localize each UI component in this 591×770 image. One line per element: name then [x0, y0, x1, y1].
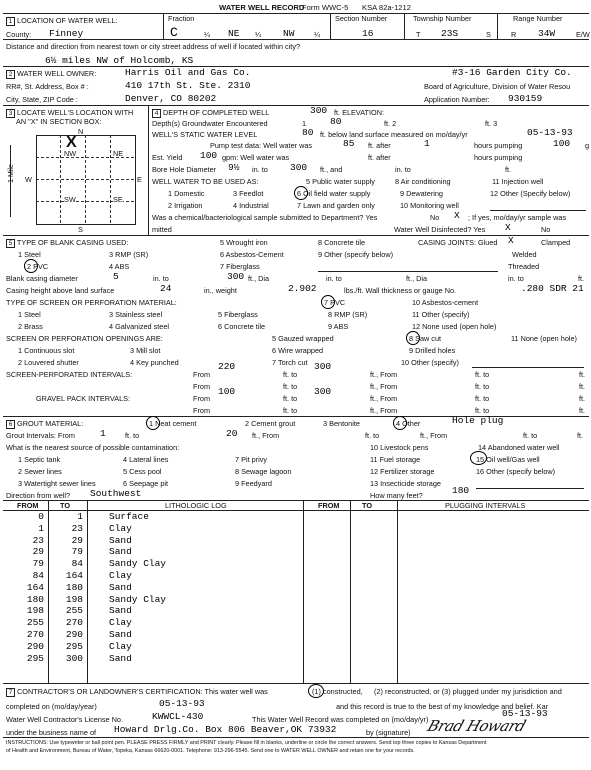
gp-ft-from: ft., From [370, 394, 398, 403]
grout-ft-from: ft., From [252, 431, 280, 440]
log-row [6, 629, 591, 640]
log-from: 290 [26, 640, 44, 652]
section-number-label: Section Number [335, 14, 388, 23]
contam-12: 12 Fertilizer storage [370, 467, 435, 476]
gw-1: 1 [302, 119, 307, 128]
casing-2-circle [24, 259, 38, 273]
screen-interval-to: 300 [314, 361, 332, 372]
contam-11: 11 Fuel storage [370, 455, 421, 464]
opening-6: 6 Wire wrapped [272, 346, 324, 355]
log-row [6, 641, 591, 652]
south-label: S [78, 225, 83, 234]
gravel-to: 300 [314, 386, 332, 397]
joints-label: CASING JOINTS: Glued [418, 238, 498, 247]
grout-to: 20 [226, 428, 238, 439]
log-to: 1 [77, 511, 83, 522]
grout-3: 3 Bentonite [323, 419, 360, 428]
grout-ft-from-2: ft., From [420, 431, 448, 440]
static-date: 05-13-93 [527, 127, 573, 138]
log-row [6, 511, 591, 522]
casing-ft-dia-2: ft., Dia [406, 274, 428, 283]
casing-height: 24 [160, 283, 172, 294]
log-row [6, 523, 591, 534]
gravel-pack-label: GRAVEL PACK INTERVALS: [36, 394, 131, 403]
sp-ft-to-3: ft. to [283, 382, 298, 391]
log-header-lithology: LITHOLOGIC LOG [165, 501, 227, 510]
bore-label: Bore Hole Diameter [152, 165, 217, 174]
form-number: Form WWC-5 [302, 3, 349, 12]
log-from: 164 [26, 581, 44, 593]
record-completed-label: This Water Well Record was completed on (mo/day/yr) [252, 715, 429, 724]
use-7: 7 Lawn and garden only [297, 201, 375, 210]
quarter-mark-2: ¼ [255, 30, 262, 39]
fraction-2: NE [228, 28, 240, 39]
nw-quadrant: NW [64, 149, 77, 158]
grout-1-circle [146, 416, 160, 430]
pump-hours: 1 [424, 138, 430, 149]
use-1: 1 Domestic [168, 189, 205, 198]
disinfect-label: Water Well Disinfected? Yes [394, 225, 486, 234]
opening-8-circle [406, 331, 420, 345]
fraction-1: C [170, 25, 178, 40]
direction-value: Southwest [90, 488, 142, 499]
screen-8: 8 RMP (SR) [328, 310, 368, 319]
screen-10: 10 Asbestos-cement [412, 298, 479, 307]
quarter-mark-3: ¼ [314, 30, 321, 39]
grout-ft-to-3: ft. to [523, 431, 538, 440]
pump-gpm: 100 [553, 138, 571, 149]
log-from: 29 [32, 546, 44, 558]
contamination-label: What is the nearest source of possible contamination: [6, 443, 180, 452]
log-header-from: FROM [17, 501, 39, 510]
casing-1: 1 Steel [18, 250, 41, 259]
sp-ft-from: ft., From [370, 370, 398, 379]
sp-from-label: From [193, 370, 211, 379]
log-to: 198 [65, 593, 83, 605]
sp-ft-end: ft. [579, 370, 586, 379]
chem-sample-label: Was a chemical/bacteriological sample submitted to Department? Yes [152, 213, 378, 222]
log-row [6, 535, 591, 546]
distance-label: Distance and direction from nearest town or city street address of well if located within city? [6, 42, 301, 51]
log-to: 255 [65, 605, 83, 617]
chem-date-label: ; If yes, mo/day/yr sample was [468, 213, 567, 222]
opening-1: 1 Continuous slot [18, 346, 75, 355]
contam-14: 14 Abandoned water well [478, 443, 560, 452]
quarter-mark-1: ¼ [204, 30, 211, 39]
log-to: 84 [71, 558, 83, 570]
form-title: WATER WELL RECORD [219, 3, 305, 12]
casing-in-to-2: in. to [326, 274, 342, 283]
grout-1: 1 Neat cement [149, 419, 197, 428]
screen-6: 6 Concrete tile [218, 322, 266, 331]
section-5-label: 5 TYPE OF BLANK CASING USED: [6, 239, 128, 248]
casing-weight-label: in., weight [204, 286, 237, 295]
plug-header-from: FROM [318, 501, 340, 510]
opening-2: 2 Louvered shutter [18, 358, 79, 367]
contam-13: 13 Insecticide storage [370, 479, 441, 488]
log-row [6, 594, 591, 605]
screen-material-label: TYPE OF SCREEN OR PERFORATION MATERIAL: [6, 298, 177, 307]
record-date: 05-13-93 [502, 708, 548, 719]
application-label: Application Number: [424, 95, 490, 104]
contam-15-circle [470, 451, 487, 465]
city-label: City, State, ZIP Code : [6, 95, 78, 104]
casing-in-to: in. to [153, 274, 169, 283]
gw-3: ft. 3 [485, 119, 498, 128]
well-name: #3-16 Garden City Co. [452, 67, 572, 78]
casing-to-ft: 300 [227, 271, 245, 282]
owner-name: Harris Oil and Gas Co. [125, 67, 251, 78]
log-lithology: Sandy Clay [109, 558, 167, 570]
screen-4: 4 Galvanized steel [109, 322, 170, 331]
completed-depth: 300 [310, 105, 328, 116]
log-row [6, 605, 591, 616]
contam-9: 9 Feedyard [235, 479, 272, 488]
yield-gpm-label: gpm: Well water was [222, 153, 290, 162]
welded-label: Welded [512, 250, 537, 259]
license-label: Water Well Contractor's License No. [6, 715, 123, 724]
section-1-label: 1 LOCATION OF WATER WELL: [6, 17, 117, 26]
instructions-line-2: of Health and Environment, Bureau of Water, Topeka, Kansas 66620-0001. Telephone: 913-296-5545. Send one to WATER WELL OWNER and retain one for your records. [6, 748, 415, 754]
log-from: 23 [32, 534, 44, 546]
hours-pumping-label: hours pumping [474, 141, 523, 150]
reconstructed-option: (2) reconstructed, or (3) plugged under my jurisdiction and [374, 687, 562, 696]
grout-from: 1 [100, 428, 106, 439]
wall-thickness-label: lbs./ft. Wall thickness or gauge No. [344, 286, 457, 295]
log-lithology: Clay [109, 570, 132, 581]
plug-header-intervals: PLUGGING INTERVALS [445, 501, 526, 510]
log-lithology: Clay [109, 522, 132, 534]
opening-10: 10 Other (specify) [401, 358, 459, 367]
owner-city: Denver, CO 80202 [125, 93, 217, 104]
casing-ft-dia: ft., Dia [248, 274, 270, 283]
gp-ft-end: ft. [579, 394, 586, 403]
east-label: E [137, 175, 142, 184]
range-ew: E/W [576, 30, 590, 39]
section-3-label: 3 LOCATE WELL'S LOCATION WITH [6, 109, 133, 118]
township-number-label: Township Number [413, 14, 472, 23]
log-lithology: Clay [109, 617, 132, 629]
opening-4: 4 Key punched [130, 358, 179, 367]
screen-3: 3 Stainless steel [109, 310, 163, 319]
ne-quadrant: NE [113, 149, 124, 158]
use-3: 3 Feedlot [233, 189, 264, 198]
contam-4: 4 Lateral lines [123, 455, 169, 464]
gp-from-label: From [193, 394, 211, 403]
log-to: 270 [65, 617, 83, 629]
contam-7: 7 Pit privy [235, 455, 268, 464]
log-to: 290 [65, 629, 83, 640]
grout-2: 2 Cement grout [245, 419, 296, 428]
screen-12: 12 None used (open hole) [412, 322, 497, 331]
log-row [6, 653, 591, 664]
owner-address: 410 17th St. Ste. 2310 [125, 80, 251, 91]
board-label: Board of Agriculture, Division of Water Resou [424, 82, 571, 91]
yield-label: Est. Yield [152, 153, 183, 162]
elevation-label: ft. ELEVATION: [334, 108, 385, 117]
signature: Brad Howard [425, 717, 528, 735]
log-header-to: TO [60, 501, 71, 510]
gp-ft-to: ft. to [283, 394, 298, 403]
openings-label: SCREEN OR PERFORATION OPENINGS ARE: [6, 334, 163, 343]
section-2-label: 2 WATER WELL OWNER: [6, 70, 96, 79]
pump-test-label: Pump test data: Well water was [210, 141, 313, 150]
section-6-label: 6 GROUT MATERIAL: [6, 420, 83, 429]
log-to: 29 [71, 534, 83, 546]
plug-header-to: TO [362, 501, 373, 510]
screen-intervals-label: SCREEN-PERFORATED INTERVALS: [6, 370, 133, 379]
casing-5: 5 Wrought iron [220, 238, 268, 247]
grout-4: 4 Other [396, 419, 421, 428]
contam-2: 2 Sewer lines [18, 467, 62, 476]
address-label: RR#, St. Address, Box # : [6, 82, 89, 91]
bore-in-to: in. to [252, 165, 268, 174]
feet-label: How many feet? [370, 491, 423, 500]
log-from: 0 [38, 511, 44, 522]
section-7-label: 7 CONTRACTOR'S OR LANDOWNER'S CERTIFICATION: This water well was [6, 688, 268, 697]
yield-after-label: ft. after [368, 153, 391, 162]
feet-value: 180 [452, 485, 470, 496]
log-lithology: Clay [109, 640, 132, 652]
grout-ft-to: ft. to [125, 431, 140, 440]
section-4-label: 4 DEPTH OF COMPLETED WELL [152, 109, 269, 118]
log-lithology: Sand [109, 605, 132, 617]
casing-in-to-3: in. to [508, 274, 524, 283]
gp-ft-to-2: ft. to [475, 394, 490, 403]
sw-quadrant: SW [64, 195, 76, 204]
log-lithology: Sand [109, 581, 132, 593]
gp-ft-to-3: ft. to [283, 406, 298, 415]
screen-9: 9 ABS [328, 322, 349, 331]
log-from: 1 [38, 522, 44, 534]
log-from: 79 [32, 558, 44, 570]
business-name: Howard Drlg.Co. Box 806 Beaver,OK 73932 [114, 724, 337, 735]
bore-to: 300 [290, 162, 308, 173]
distance-value: 6½ miles NW of Holcomb, KS [45, 55, 194, 66]
disinfect-no: No [541, 225, 551, 234]
grout-other-value: Hole plug [452, 415, 504, 426]
bore-ft-and: ft., and [320, 165, 343, 174]
casing-4: 4 ABS [109, 262, 130, 271]
log-from: 270 [26, 629, 44, 640]
casing-3: 3 RMP (SR) [109, 250, 149, 259]
hours-pumping-label-2: hours pumping [474, 153, 523, 162]
log-to: 79 [71, 546, 83, 558]
section-number: 16 [362, 28, 374, 39]
use-12: 12 Other (Specify below) [490, 189, 571, 198]
constructed-circle [308, 684, 324, 698]
log-lithology: Sand [109, 534, 132, 546]
fraction-3: NW [283, 28, 295, 39]
use-10: 10 Monitoring well [400, 201, 459, 210]
log-from: 255 [26, 617, 44, 629]
screen-11: 11 Other (specify) [412, 310, 470, 319]
business-label: under the business name of [6, 728, 97, 737]
static-level-desc: ft. below land surface measured on mo/day/yr [320, 130, 468, 139]
township-number: 23S [441, 28, 459, 39]
wall-thickness: .280 SDR 21 [521, 283, 584, 294]
gp-ft-end-2: ft. [579, 406, 586, 415]
section-3-sublabel: AN "X" IN SECTION BOX: [16, 117, 102, 126]
county-label: County: [6, 30, 32, 39]
completed-label: completed on (mo/day/year) [6, 702, 97, 711]
gp-ft-to-4: ft. to [475, 406, 490, 415]
static-level: 80 [302, 127, 314, 138]
signature-label: by (signature) [366, 728, 411, 737]
screen-interval-from: 220 [218, 361, 236, 372]
gp-ft-from-2: ft., From [370, 406, 398, 415]
groundwater-depth-1: 80 [330, 116, 342, 127]
opening-5: 5 Gauzed wrapped [272, 334, 334, 343]
screen-7-circle [321, 295, 335, 309]
township-s: S [486, 30, 491, 39]
fraction-label: Fraction [168, 14, 195, 23]
casing-6: 6 Asbestos-Cement [220, 250, 284, 259]
township-t: T [416, 30, 421, 39]
screen-1: 1 Steel [18, 310, 41, 319]
disinfect-x: X [505, 222, 511, 233]
estimated-yield: 100 [200, 150, 218, 161]
contam-1: 1 Septic tank [18, 455, 61, 464]
log-to: 164 [65, 570, 83, 581]
casing-diameter-label: Blank casing diameter [6, 274, 78, 283]
chem-no-label: No [430, 213, 440, 222]
pump-gpm-unit: g [585, 141, 590, 150]
bore-diameter: 9½ [228, 162, 240, 173]
threaded-label: Threaded [508, 262, 540, 271]
pump-after-label: ft. after [368, 141, 391, 150]
log-to: 23 [71, 522, 83, 534]
grout-ft-to-2: ft. to [365, 431, 380, 440]
log-row [6, 570, 591, 581]
static-level-label: WELL'S STATIC WATER LEVEL [152, 130, 258, 139]
grout-ft-end: ft. [577, 431, 584, 440]
use-label: WELL WATER TO BE USED AS: [152, 177, 259, 186]
use-2: 2 Irrigation [168, 201, 203, 210]
use-4: 4 Industrial [233, 201, 269, 210]
sp-ft-end-2: ft. [579, 382, 586, 391]
clamped-label: Clamped [541, 238, 571, 247]
chem-mitted: mitted [152, 225, 172, 234]
log-from: 198 [26, 605, 44, 617]
groundwater-label: Depth(s) Groundwater Encountered [152, 119, 268, 128]
location-x-mark: X [66, 134, 77, 151]
application-number: 930159 [508, 93, 543, 104]
sp-ft-to-2: ft. to [475, 370, 490, 379]
contam-3: 3 Watertight sewer lines [18, 479, 96, 488]
bore-in-to-2: in. to [395, 165, 411, 174]
log-row [6, 558, 591, 569]
range-number-label: Range Number [513, 14, 563, 23]
west-label: W [25, 175, 32, 184]
opening-11: 11 None (open hole) [511, 334, 577, 343]
casing-ft-end: ft. [578, 274, 585, 283]
sp-ft-to: ft. to [283, 370, 298, 379]
log-lithology: Surface [109, 511, 149, 522]
use-6: 6 Oil field water supply [297, 189, 371, 198]
mile-label: 1 Mile [7, 164, 15, 183]
gravel-from: 100 [218, 386, 236, 397]
sp-ft-to-4: ft. to [475, 382, 490, 391]
screen-2: 2 Brass [18, 322, 43, 331]
casing-7: 7 Fiberglass [220, 262, 260, 271]
completed-date: 05-13-93 [159, 698, 205, 709]
opening-9: 9 Drilled holes [409, 346, 456, 355]
contam-16: 16 Other (specify below) [476, 467, 556, 476]
opening-3: 3 Mill slot [130, 346, 161, 355]
casing-9: 9 Other (specify below) [318, 250, 394, 259]
gw-2: ft. 2 [384, 119, 397, 128]
casing-weight: 2.902 [288, 283, 317, 294]
log-row [6, 617, 591, 628]
log-from: 84 [32, 570, 44, 581]
bore-ft-end: ft. [505, 165, 512, 174]
log-from: 295 [26, 652, 44, 664]
completed-rest: and this record is true to the best of my knowledge and belief. Kar [336, 702, 549, 711]
contam-5: 5 Cess pool [123, 467, 162, 476]
chem-no-x: X [454, 210, 460, 221]
use-6-circle [294, 186, 308, 200]
use-11: 11 Injection well [492, 177, 544, 186]
contam-10: 10 Livestock pens [370, 443, 429, 452]
sp-from-label-2: From [193, 382, 211, 391]
contam-6: 6 Seepage pit [123, 479, 169, 488]
north-label: N [78, 127, 84, 136]
constructed-option: (1) constructed, [312, 687, 363, 696]
log-to: 180 [65, 581, 83, 593]
sp-ft-from-2: ft., From [370, 382, 398, 391]
instructions-line-1: INSTRUCTIONS: Use typewriter or ball point pen. PLEASE PRESS FIRMLY and PRINT clearly. Please fill in blanks, underline or circle the correct answers. Send top three copies to Kansas Department [6, 740, 487, 746]
opening-8: 8 Saw cut [409, 334, 442, 343]
county-value: Finney [49, 28, 84, 39]
log-to: 300 [65, 652, 83, 664]
log-from: 180 [26, 593, 44, 605]
log-lithology: Sand [109, 546, 132, 558]
grout-intervals-label: Grout Intervals: From [6, 431, 75, 440]
joints-x: X [508, 235, 514, 246]
range-r: R [511, 30, 517, 39]
log-row [6, 582, 591, 593]
grout-4-circle [393, 416, 407, 430]
pump-level: 85 [343, 138, 355, 149]
use-5: 5 Public water supply [306, 177, 375, 186]
casing-8: 8 Concrete tile [318, 238, 366, 247]
ksa-number: KSA 82a-1212 [362, 3, 411, 12]
log-lithology: Sand [109, 652, 132, 664]
se-quadrant: SE [113, 195, 123, 204]
casing-height-label: Casing height above land surface [6, 286, 115, 295]
range-number: 34W [538, 28, 556, 39]
screen-5: 5 Fiberglass [218, 310, 258, 319]
log-to: 295 [65, 640, 83, 652]
direction-label: Direction from well? [6, 491, 71, 500]
log-row [6, 546, 591, 557]
log-lithology: Sand [109, 629, 132, 640]
use-8: 8 Air conditioning [395, 177, 451, 186]
opening-7: 7 Torch cut [272, 358, 308, 367]
contam-15: 15 Oil well/Gas well [476, 455, 540, 464]
casing-diameter: 5 [113, 271, 119, 282]
use-9: 9 Dewatering [400, 189, 443, 198]
log-lithology: Sandy Clay [109, 593, 167, 605]
license-number: KWWCL-430 [152, 711, 204, 722]
screen-7: 7 PVC [324, 298, 346, 307]
contam-8: 8 Sewage lagoon [235, 467, 292, 476]
gp-from-label-2: From [193, 406, 211, 415]
casing-2: 2 PVC [27, 262, 49, 271]
